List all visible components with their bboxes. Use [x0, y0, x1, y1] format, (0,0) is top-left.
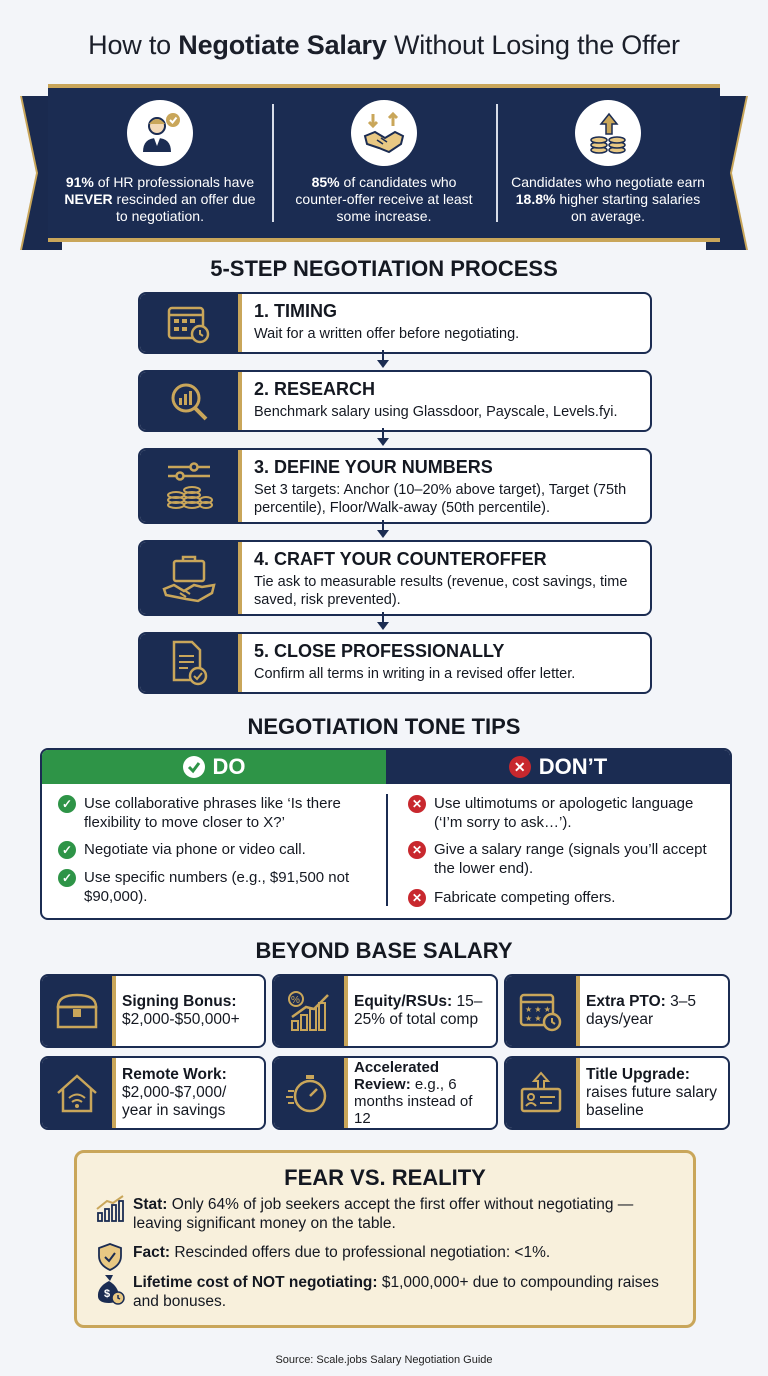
benefit-pto: ★ ★ ★ ★ ★ Extra PTO: 3–5 days/year — [504, 974, 730, 1048]
stats-banner — [48, 84, 720, 242]
down-arrow-icon — [376, 350, 390, 370]
down-arrow-icon — [376, 428, 390, 448]
step-desc: Wait for a written offer before negotiating. — [254, 326, 520, 342]
money-bag-icon — [95, 1273, 125, 1311]
x-icon: ✕ — [408, 889, 426, 907]
svg-text:$: $ — [104, 1288, 111, 1300]
step-title: 3. DEFINE YOUR NUMBERS — [254, 457, 493, 477]
do-header: DO — [42, 750, 386, 784]
fact-lifetime-cost: $ Lifetime cost of NOT negotiating: $1,000,000+ due to compounding raises and bonuses. — [95, 1273, 681, 1311]
step-define-numbers — [138, 448, 652, 524]
sliders-coins-icon — [140, 450, 242, 522]
check-circle-icon — [183, 756, 205, 778]
fact-stat: Stat: Only 64% of job seekers accept the first offer without negotiating — leaving significant money on the table. — [95, 1195, 681, 1233]
step-title: 2. RESEARCH — [254, 379, 376, 399]
step-close — [138, 632, 652, 694]
bar-chart-icon — [95, 1195, 125, 1233]
hr-person-icon — [127, 100, 193, 166]
document-check-icon — [140, 634, 242, 692]
x-icon: ✕ — [408, 841, 426, 859]
divider — [386, 794, 388, 906]
fact-rescinded: Fact: Rescinded offers due to professional negotiation: <1%. — [95, 1243, 681, 1276]
briefcase-handshake-icon — [140, 542, 242, 614]
x-circle-icon: ✕ — [509, 756, 531, 778]
down-arrow-icon — [376, 612, 390, 632]
dont-header: ✕ DON’T — [386, 750, 730, 784]
svg-text:%: % — [291, 995, 300, 1006]
page-title: How to Negotiate Salary Without Losing the Offer — [88, 30, 680, 60]
step-desc: Benchmark salary using Glassdoor, Payscale, Levels.fyi. — [254, 404, 618, 420]
home-wifi-icon — [42, 1058, 116, 1128]
shield-check-icon — [95, 1243, 125, 1276]
treasure-chest-icon — [42, 976, 116, 1046]
benefit-equity: % Equity/RSUs: 15–25% of total comp — [272, 974, 498, 1048]
coin-stack-icon — [575, 100, 641, 166]
fear-heading: FEAR VS. REALITY — [284, 1165, 486, 1190]
do-item: ✓ Use collaborative phrases like ‘Is there flexibility to move closer to X?’ — [58, 794, 368, 832]
benefit-remote-work: Remote Work: $2,000-$7,000/ year in savings — [40, 1056, 266, 1130]
x-icon: ✕ — [408, 795, 426, 813]
check-icon: ✓ — [58, 869, 76, 887]
dont-item: ✕ Fabricate competing offers. — [408, 888, 718, 907]
do-item: ✓ Use specific numbers (e.g., $91,500 not $90,000). — [58, 868, 368, 906]
magnifier-chart-icon — [140, 372, 242, 430]
do-item: ✓ Negotiate via phone or video call. — [58, 840, 368, 859]
calendar-clock-icon — [506, 976, 580, 1046]
handshake-arrows-icon — [351, 100, 417, 166]
growth-chart-icon — [274, 976, 348, 1046]
benefit-title-upgrade: Title Upgrade: raises future salary baseline — [504, 1056, 730, 1130]
step-research — [138, 370, 652, 432]
tone-tips-panel — [40, 748, 732, 920]
step-title: 4. CRAFT YOUR COUNTEROFFER — [254, 549, 547, 569]
benefit-accelerated-review: Accelerated Review: e.g., 6 months instead of 12 — [272, 1056, 498, 1130]
step-title: 5. CLOSE PROFESSIONALLY — [254, 641, 505, 661]
stat-hr: 91% of HR professionals have NEVER rescinded an offer due to negotiation. — [48, 88, 272, 238]
fear-vs-reality-box — [74, 1150, 696, 1328]
process-heading: 5-STEP NEGOTIATION PROCESS — [210, 256, 558, 281]
calendar-clock-icon — [140, 294, 242, 352]
step-counteroffer — [138, 540, 652, 616]
svg-text:★ ★ ★: ★ ★ ★ — [525, 1005, 551, 1014]
dont-item: ✕ Use ultimotums or apologetic language (‘I’m sorry to ask…’). — [408, 794, 718, 832]
step-timing — [138, 292, 652, 354]
beyond-heading: BEYOND BASE SALARY — [255, 938, 513, 963]
stat-counter-offer: 85% of candidates who counter-offer receive at least some increase. — [272, 88, 496, 238]
stopwatch-icon — [274, 1058, 348, 1128]
tone-heading: NEGOTIATION TONE TIPS — [247, 714, 521, 739]
down-arrow-icon — [376, 520, 390, 540]
stat-higher-salary: Candidates who negotiate earn 18.8% higher starting salaries on average. — [496, 88, 720, 238]
step-desc: Confirm all terms in writing in a revised offer letter. — [254, 666, 576, 682]
check-icon: ✓ — [58, 795, 76, 813]
step-desc: Tie ask to measurable results (revenue, cost savings, time saved, risk prevented). — [254, 574, 628, 608]
id-card-upgrade-icon — [506, 1058, 580, 1128]
dont-item: ✕ Give a salary range (signals you’ll accept the lower end). — [408, 840, 708, 878]
step-desc: Set 3 targets: Anchor (10–20% above target), Target (75th percentile), Floor/Walk-away (50th percentile). — [254, 482, 627, 516]
source-note: Source: Scale.jobs Salary Negotiation Guide — [275, 1354, 493, 1366]
check-icon: ✓ — [58, 841, 76, 859]
benefit-signing-bonus: Signing Bonus: $2,000-$50,000+ — [40, 974, 266, 1048]
step-title: 1. TIMING — [254, 301, 338, 321]
svg-text:★ ★: ★ ★ — [525, 1014, 542, 1023]
